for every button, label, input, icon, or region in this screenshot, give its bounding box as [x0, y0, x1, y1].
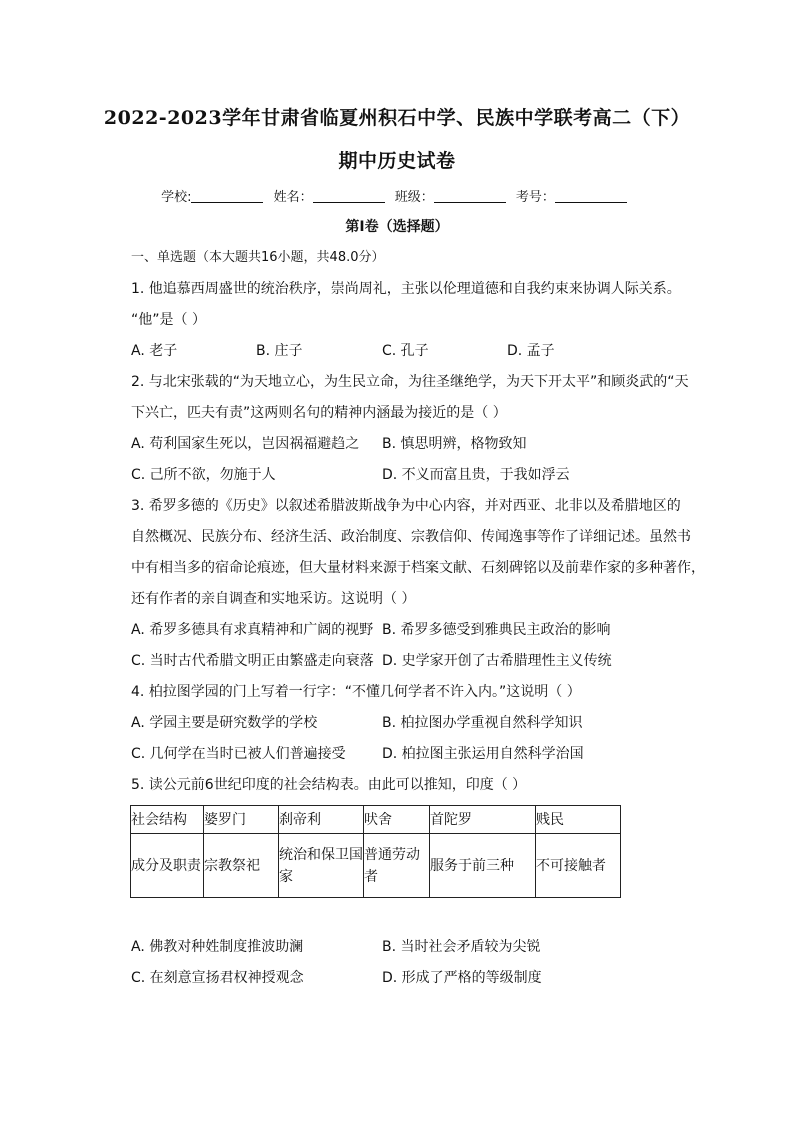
question-4-option-c[interactable]: C. 几何学在当时已被人们普遍接受 — [131, 746, 346, 762]
question-2-option-c[interactable]: C. 己所不欲，勿施于人 — [131, 467, 276, 483]
school-blank[interactable] — [191, 189, 263, 203]
question-3-option-a[interactable]: A. 希罗多德具有求真精神和广阔的视野 — [131, 622, 374, 638]
question-3-line-3: 中有相当多的宿命论痕迹，但大量材料来源于档案文献、石刻碑铭以及前辈作家的多种著作， — [131, 560, 705, 576]
table-header-cell: 首陀罗 — [430, 806, 536, 834]
question-1-option-b[interactable]: B. 庄子 — [256, 343, 303, 359]
exam-title: 2022-2023学年甘肃省临夏州积石中学、民族中学联考高二（下） — [103, 107, 691, 129]
question-3-line-2: 自然概况、民族分布、经济生活、政治制度、宗教信仰、传闻逸事等作了详细记述。虽然书 — [131, 529, 691, 545]
table-header-row — [131, 806, 621, 834]
class-blank[interactable] — [434, 189, 506, 203]
exam-number-label: 考号： — [515, 190, 555, 205]
school-label: 学校: — [161, 190, 192, 205]
exam-number-blank[interactable] — [555, 189, 627, 203]
table-cell: 宗教祭祀 — [204, 834, 279, 898]
question-2-line-1: 2. 与北宋张载的“为天地立心，为生民立命，为往圣继绝学，为天下开太平”和顾炎武的“天 — [131, 374, 689, 390]
question-5-option-d[interactable]: D. 形成了严格的等级制度 — [382, 970, 542, 986]
table-cell: 不可接触者 — [536, 834, 621, 898]
table-row — [131, 834, 621, 898]
question-5-option-b[interactable]: B. 当时社会矛盾较为尖锐 — [382, 939, 541, 955]
question-5-option-a[interactable]: A. 佛教对种姓制度推波助澜 — [131, 939, 304, 955]
question-1-option-a[interactable]: A. 老子 — [131, 343, 178, 359]
question-4-option-d[interactable]: D. 柏拉图主张运用自然科学治国 — [382, 746, 584, 762]
question-3-option-b[interactable]: B. 希罗多德受到雅典民主政治的影响 — [382, 622, 611, 638]
question-3-option-d[interactable]: D. 史学家开创了古希腊理性主义传统 — [382, 653, 612, 669]
question-1-line-2: “他”是（ ） — [131, 312, 206, 328]
table-header-cell: 婆罗门 — [204, 806, 279, 834]
question-5-option-c[interactable]: C. 在刻意宣扬君权神授观念 — [131, 970, 304, 986]
caste-structure-table — [130, 805, 621, 898]
question-2-option-d[interactable]: D. 不义而富且贵，于我如浮云 — [382, 467, 570, 483]
table-cell: 普通劳动者 — [364, 834, 430, 898]
table-header-cell: 吠舍 — [364, 806, 430, 834]
question-2-line-2: 下兴亡，匹夫有责”这两则名句的精神内涵最为接近的是（ ） — [131, 405, 507, 421]
question-3-option-c[interactable]: C. 当时古代希腊文明正由繁盛走向衰落 — [131, 653, 374, 669]
section-title: 第I卷（选择题） — [345, 219, 449, 235]
question-5-line-1: 5. 读公元前6世纪印度的社会结构表。由此可以推知，印度（ ） — [131, 777, 527, 793]
student-info-row — [0, 186, 794, 205]
table-header-cell: 社会结构 — [131, 806, 204, 834]
question-3-line-1: 3. 希罗多德的《历史》以叙述希腊波斯战争为中心内容，并对西亚、北非以及希腊地区的 — [131, 498, 681, 514]
table-header-cell: 刹帝利 — [279, 806, 364, 834]
table-header-cell: 贱民 — [536, 806, 621, 834]
exam-subtitle: 期中历史试卷 — [338, 150, 456, 172]
question-1-option-d[interactable]: D. 孟子 — [507, 343, 555, 359]
question-2-option-b[interactable]: B. 慎思明辨，格物致知 — [382, 436, 527, 452]
table-cell: 服务于前三种 — [430, 834, 536, 898]
class-label: 班级： — [394, 190, 434, 205]
question-group-title: 一、单选题（本大题共16小题，共48.0分） — [131, 250, 385, 265]
question-4-option-b[interactable]: B. 柏拉图办学重视自然科学知识 — [382, 715, 583, 731]
question-1-line-1: 1. 他追慕西周盛世的统治秩序，崇尚周礼，主张以伦理道德和自我约束来协调人际关系。 — [131, 281, 681, 297]
table-row-label: 成分及职责 — [131, 834, 204, 898]
table-cell: 统治和保卫国家 — [279, 834, 364, 898]
question-4-line-1: 4. 柏拉图学园的门上写着一行字：“不懂几何学者不许入内。”这说明（ ） — [131, 684, 581, 700]
question-3-line-4: 还有作者的亲自调查和实地采访。这说明（ ） — [131, 591, 416, 607]
question-2-option-a[interactable]: A. 苟利国家生死以，岂因祸福避趋之 — [131, 436, 360, 452]
question-1-option-c[interactable]: C. 孔子 — [382, 343, 429, 359]
question-4-option-a[interactable]: A. 学园主要是研究数学的学校 — [131, 715, 318, 731]
name-label: 姓名： — [273, 190, 313, 205]
name-blank[interactable] — [313, 189, 385, 203]
